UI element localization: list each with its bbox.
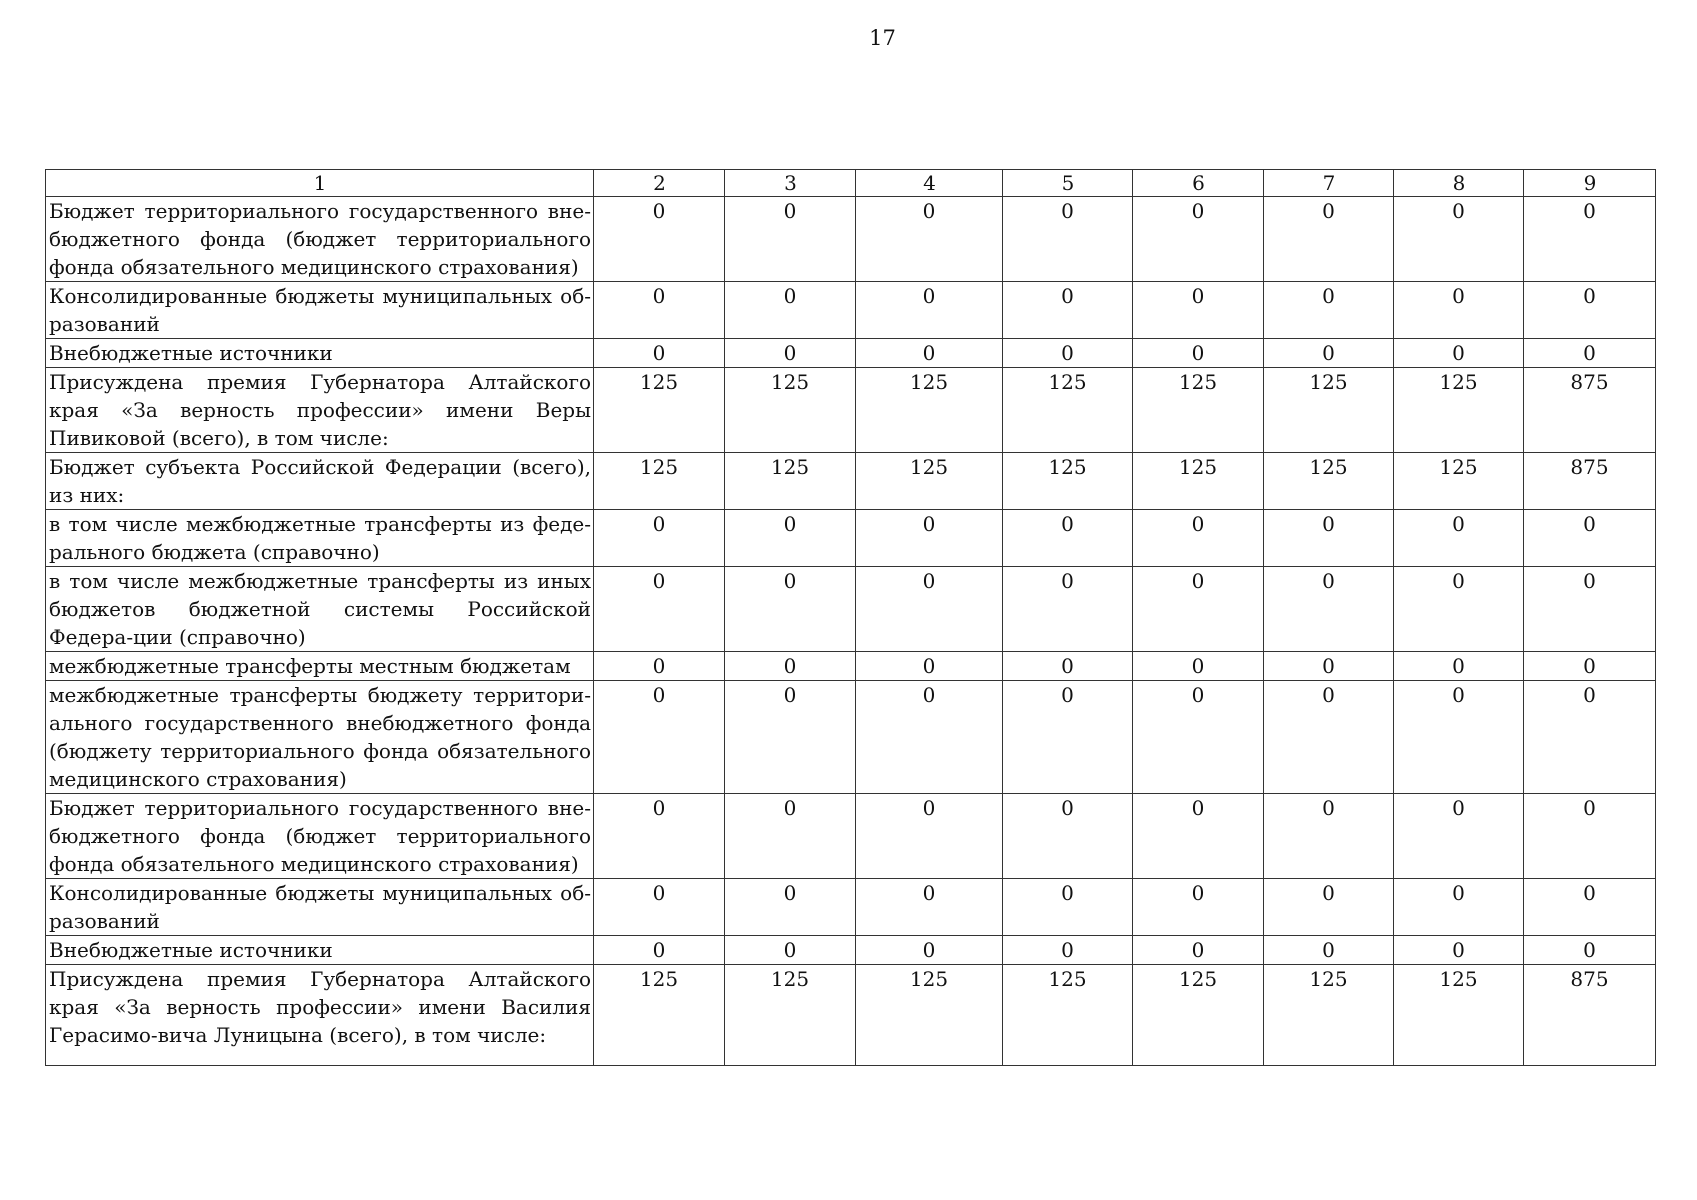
column-header: 4 — [856, 170, 1003, 197]
cell-value: 875 — [1524, 965, 1656, 1066]
cell-value: 125 — [1003, 453, 1133, 510]
cell-value: 0 — [1394, 794, 1524, 879]
cell-value: 125 — [1264, 965, 1394, 1066]
cell-value: 0 — [1524, 879, 1656, 936]
cell-value: 0 — [1394, 936, 1524, 965]
cell-value: 0 — [1133, 197, 1264, 282]
row-label: Бюджет территориального государственного вне-бюджетного фонда (бюджет территориального фонда обязательного медицинского страхования) — [46, 794, 594, 879]
cell-value: 0 — [594, 197, 725, 282]
cell-value: 0 — [1394, 282, 1524, 339]
cell-value: 0 — [1133, 282, 1264, 339]
cell-value: 125 — [1133, 453, 1264, 510]
cell-value: 0 — [725, 936, 856, 965]
cell-value: 0 — [1133, 652, 1264, 681]
cell-value: 0 — [594, 879, 725, 936]
row-label: в том числе межбюджетные трансферты из иных бюджетов бюджетной системы Российской Федера-ции (справочно) — [46, 567, 594, 652]
cell-value: 0 — [1003, 510, 1133, 567]
cell-value: 0 — [594, 681, 725, 794]
cell-value: 0 — [1133, 510, 1264, 567]
cell-value: 0 — [725, 339, 856, 368]
cell-value: 0 — [725, 567, 856, 652]
cell-value: 0 — [856, 197, 1003, 282]
table-row — [46, 965, 1656, 1066]
table-row — [46, 681, 1656, 794]
cell-value: 0 — [856, 282, 1003, 339]
cell-value: 0 — [1264, 681, 1394, 794]
cell-value: 125 — [1003, 965, 1133, 1066]
cell-value: 0 — [1003, 652, 1133, 681]
cell-value: 875 — [1524, 453, 1656, 510]
row-label: Бюджет субъекта Российской Федерации (всего), из них: — [46, 453, 594, 510]
cell-value: 0 — [1003, 681, 1133, 794]
cell-value: 0 — [1524, 681, 1656, 794]
cell-value: 0 — [1003, 936, 1133, 965]
cell-value: 0 — [1133, 339, 1264, 368]
row-label: Присуждена премия Губернатора Алтайского края «За верность профессии» имени Василия Герасимо-вича Луницына (всего), в том числе: — [46, 965, 594, 1066]
cell-value: 125 — [1394, 965, 1524, 1066]
table-row — [46, 936, 1656, 965]
column-header: 7 — [1264, 170, 1394, 197]
cell-value: 0 — [1003, 794, 1133, 879]
cell-value: 125 — [725, 453, 856, 510]
cell-value: 0 — [1394, 339, 1524, 368]
cell-value: 125 — [856, 453, 1003, 510]
page-number: 17 — [869, 26, 896, 50]
cell-value: 0 — [1394, 510, 1524, 567]
cell-value: 0 — [594, 282, 725, 339]
row-label: межбюджетные трансферты местным бюджетам — [46, 652, 594, 681]
cell-value: 125 — [594, 368, 725, 453]
row-label: Консолидированные бюджеты муниципальных об-разований — [46, 879, 594, 936]
cell-value: 0 — [594, 510, 725, 567]
row-label: Внебюджетные источники — [46, 936, 594, 965]
row-label: Консолидированные бюджеты муниципальных об-разований — [46, 282, 594, 339]
cell-value: 125 — [594, 453, 725, 510]
cell-value: 0 — [725, 197, 856, 282]
cell-value: 0 — [1133, 794, 1264, 879]
table-row — [46, 879, 1656, 936]
cell-value: 0 — [1003, 197, 1133, 282]
cell-value: 0 — [856, 652, 1003, 681]
cell-value: 0 — [1394, 567, 1524, 652]
cell-value: 125 — [856, 965, 1003, 1066]
cell-value: 125 — [856, 368, 1003, 453]
cell-value: 0 — [1264, 879, 1394, 936]
cell-value: 0 — [725, 681, 856, 794]
cell-value: 125 — [1394, 453, 1524, 510]
cell-value: 125 — [725, 368, 856, 453]
column-header: 9 — [1524, 170, 1656, 197]
cell-value: 0 — [1524, 510, 1656, 567]
cell-value: 0 — [1264, 652, 1394, 681]
row-label: Присуждена премия Губернатора Алтайского края «За верность профессии» имени Веры Пивиковой (всего), в том числе: — [46, 368, 594, 453]
cell-value: 0 — [1394, 197, 1524, 282]
table-row — [46, 567, 1656, 652]
cell-value: 0 — [856, 681, 1003, 794]
row-label: межбюджетные трансферты бюджету территори-ального государственного внебюджетного фонда (бюджету территориального фонда обязательного медицинского страхования) — [46, 681, 594, 794]
table-row — [46, 368, 1656, 453]
table-row — [46, 510, 1656, 567]
cell-value: 0 — [1524, 339, 1656, 368]
cell-value: 125 — [1003, 368, 1133, 453]
cell-value: 0 — [594, 339, 725, 368]
column-header: 2 — [594, 170, 725, 197]
cell-value: 875 — [1524, 368, 1656, 453]
row-label: Внебюджетные источники — [46, 339, 594, 368]
cell-value: 125 — [1264, 368, 1394, 453]
cell-value: 125 — [1394, 368, 1524, 453]
cell-value: 0 — [1524, 936, 1656, 965]
table-row — [46, 339, 1656, 368]
cell-value: 0 — [856, 794, 1003, 879]
cell-value: 0 — [1133, 879, 1264, 936]
cell-value: 0 — [1264, 510, 1394, 567]
table-row — [46, 282, 1656, 339]
cell-value: 0 — [725, 510, 856, 567]
cell-value: 0 — [1394, 879, 1524, 936]
cell-value: 0 — [856, 567, 1003, 652]
column-header: 5 — [1003, 170, 1133, 197]
cell-value: 0 — [1264, 936, 1394, 965]
table-header-row — [46, 170, 1656, 197]
cell-value: 125 — [1133, 368, 1264, 453]
cell-value: 0 — [1394, 681, 1524, 794]
cell-value: 125 — [1264, 453, 1394, 510]
cell-value: 0 — [594, 567, 725, 652]
cell-value: 0 — [1524, 567, 1656, 652]
row-label: Бюджет территориального государственного вне-бюджетного фонда (бюджет территориального фонда обязательного медицинского страхования) — [46, 197, 594, 282]
cell-value: 0 — [1524, 197, 1656, 282]
column-header: 3 — [725, 170, 856, 197]
column-header: 1 — [46, 170, 594, 197]
cell-value: 0 — [594, 936, 725, 965]
cell-value: 0 — [725, 652, 856, 681]
cell-value: 0 — [1003, 339, 1133, 368]
cell-value: 125 — [594, 965, 725, 1066]
table-row — [46, 197, 1656, 282]
cell-value: 0 — [1264, 339, 1394, 368]
column-header: 6 — [1133, 170, 1264, 197]
table-row — [46, 453, 1656, 510]
cell-value: 0 — [594, 794, 725, 879]
cell-value: 0 — [856, 879, 1003, 936]
cell-value: 0 — [856, 936, 1003, 965]
cell-value: 0 — [1264, 567, 1394, 652]
cell-value: 0 — [1394, 652, 1524, 681]
cell-value: 0 — [1003, 282, 1133, 339]
cell-value: 125 — [1133, 965, 1264, 1066]
budget-table — [45, 169, 1656, 1066]
cell-value: 0 — [594, 652, 725, 681]
column-header: 8 — [1394, 170, 1524, 197]
cell-value: 0 — [856, 510, 1003, 567]
cell-value: 0 — [725, 282, 856, 339]
cell-value: 0 — [1133, 567, 1264, 652]
cell-value: 125 — [725, 965, 856, 1066]
table-row — [46, 652, 1656, 681]
cell-value: 0 — [1003, 879, 1133, 936]
cell-value: 0 — [1264, 197, 1394, 282]
table-row — [46, 794, 1656, 879]
cell-value: 0 — [1264, 282, 1394, 339]
row-label: в том числе межбюджетные трансферты из феде-рального бюджета (справочно) — [46, 510, 594, 567]
cell-value: 0 — [1524, 282, 1656, 339]
cell-value: 0 — [1524, 794, 1656, 879]
cell-value: 0 — [725, 794, 856, 879]
cell-value: 0 — [725, 879, 856, 936]
cell-value: 0 — [1133, 936, 1264, 965]
cell-value: 0 — [1133, 681, 1264, 794]
cell-value: 0 — [1524, 652, 1656, 681]
cell-value: 0 — [1264, 794, 1394, 879]
cell-value: 0 — [856, 339, 1003, 368]
cell-value: 0 — [1003, 567, 1133, 652]
